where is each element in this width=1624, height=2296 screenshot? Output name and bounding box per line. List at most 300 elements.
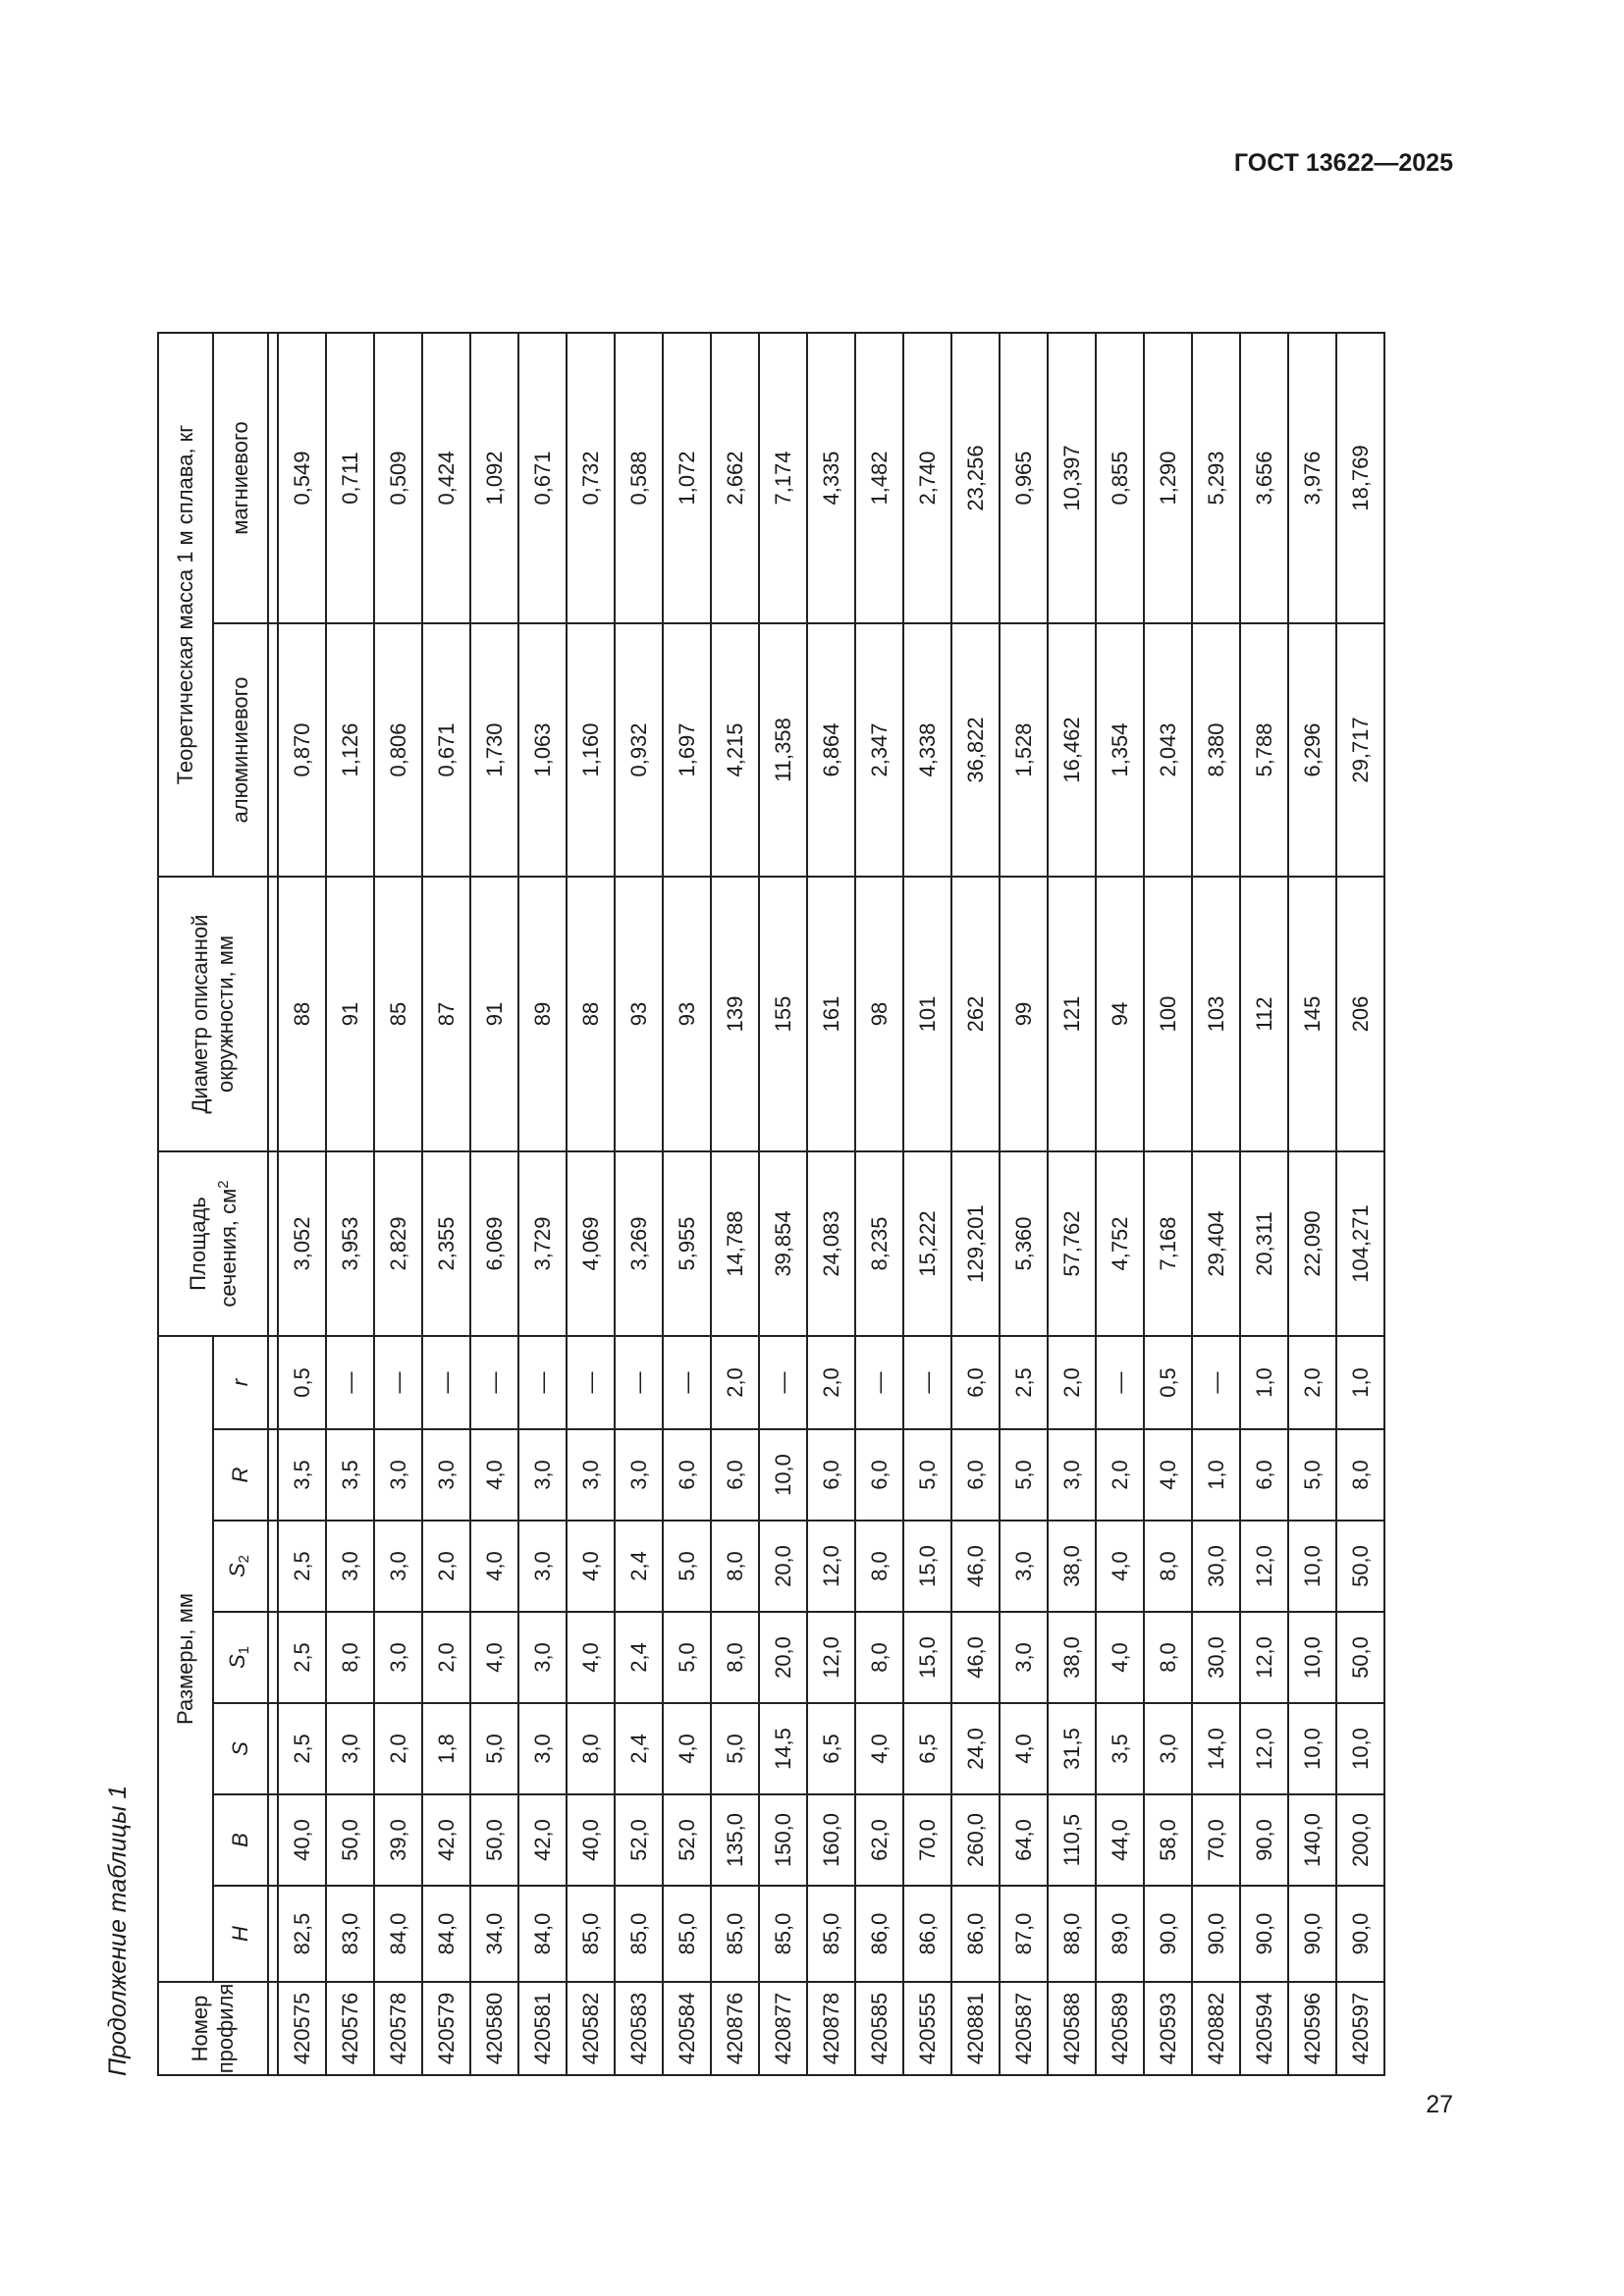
cell-area: 2,355	[422, 1151, 470, 1336]
cell-h: 84,0	[422, 1886, 470, 1982]
cell-mass-aluminum: 11,358	[759, 623, 807, 877]
cell-profile-number: 420877	[759, 1982, 807, 2075]
cell-r-small: 2,0	[711, 1336, 759, 1429]
cell-h: 85,0	[759, 1886, 807, 1982]
cell-area: 4,752	[1096, 1151, 1144, 1336]
cell-b: 52,0	[615, 1794, 663, 1886]
cell-mass-magnesium: 0,588	[615, 333, 663, 623]
cell-mass-magnesium: 1,072	[663, 333, 711, 623]
cell-r-small: 2,0	[1048, 1336, 1096, 1429]
cell-b: 50,0	[326, 1794, 374, 1886]
table-caption: Продолжение таблицы 1	[104, 1785, 132, 2076]
cell-s1: 8,0	[326, 1612, 374, 1703]
cell-r-large: 6,0	[855, 1429, 903, 1521]
cell-diameter: 91	[326, 877, 374, 1151]
cell-profile-number: 420585	[855, 1982, 903, 2075]
cell-diameter: 89	[518, 877, 567, 1151]
cell-area: 22,090	[1288, 1151, 1336, 1336]
cell-r-small: —	[518, 1336, 567, 1429]
cell-h: 90,0	[1240, 1886, 1288, 1982]
cell-diameter: 88	[567, 877, 615, 1151]
cell-r-small: 2,0	[1288, 1336, 1336, 1429]
cell-s2: 3,0	[374, 1521, 422, 1612]
cell-r-small: —	[855, 1336, 903, 1429]
cell-diameter: 262	[951, 877, 1000, 1151]
table-row	[326, 333, 374, 2075]
cell-mass-magnesium: 1,482	[855, 333, 903, 623]
cell-mass-magnesium: 2,662	[711, 333, 759, 623]
cell-b: 40,0	[278, 1794, 326, 1886]
cell-mass-magnesium: 0,549	[278, 333, 326, 623]
cell-b: 150,0	[759, 1794, 807, 1886]
cell-r-large: 4,0	[470, 1429, 518, 1521]
cell-mass-aluminum: 29,717	[1336, 623, 1384, 877]
cell-r-small: —	[1096, 1336, 1144, 1429]
cell-b: 42,0	[518, 1794, 567, 1886]
cell-mass-aluminum: 0,932	[615, 623, 663, 877]
cell-h: 90,0	[1144, 1886, 1192, 1982]
cell-h: 85,0	[567, 1886, 615, 1982]
header-s2: $S_2$	[213, 1521, 268, 1612]
cell-h: 87,0	[1000, 1886, 1048, 1982]
cell-r-large: 5,0	[903, 1429, 951, 1521]
cell-s: 31,5	[1048, 1703, 1096, 1794]
cell-r-small: 1,0	[1336, 1336, 1384, 1429]
cell-diameter: 101	[903, 877, 951, 1151]
cell-s2: 46,0	[951, 1521, 1000, 1612]
cell-r-small: —	[903, 1336, 951, 1429]
cell-b: 160,0	[807, 1794, 855, 1886]
cell-h: 83,0	[326, 1886, 374, 1982]
cell-diameter: 103	[1192, 877, 1240, 1151]
cell-s: 24,0	[951, 1703, 1000, 1794]
cell-s: 4,0	[663, 1703, 711, 1794]
cell-diameter: 87	[422, 877, 470, 1151]
cell-profile-number: 420584	[663, 1982, 711, 2075]
table-row	[951, 333, 1000, 2075]
cell-mass-magnesium: 0,855	[1096, 333, 1144, 623]
cell-mass-magnesium: 1,092	[470, 333, 518, 623]
cell-mass-aluminum: 1,697	[663, 623, 711, 877]
cell-diameter: 112	[1240, 877, 1288, 1151]
cell-r-small: —	[615, 1336, 663, 1429]
cell-s2: 10,0	[1288, 1521, 1336, 1612]
cell-profile-number: 420579	[422, 1982, 470, 2075]
cell-s1: 3,0	[518, 1612, 567, 1703]
cell-mass-magnesium: 0,965	[1000, 333, 1048, 623]
cell-mass-aluminum: 2,043	[1144, 623, 1192, 877]
cell-s2: 12,0	[807, 1521, 855, 1612]
cell-s2: 3,0	[518, 1521, 567, 1612]
cell-r-small: —	[1192, 1336, 1240, 1429]
cell-s: 10,0	[1336, 1703, 1384, 1794]
cell-mass-magnesium: 7,174	[759, 333, 807, 623]
cell-mass-magnesium: 4,335	[807, 333, 855, 623]
cell-area: 6,069	[470, 1151, 518, 1336]
cell-s1: 5,0	[663, 1612, 711, 1703]
cell-profile-number: 420576	[326, 1982, 374, 2075]
cell-profile-number: 420594	[1240, 1982, 1288, 2075]
cell-area: 8,235	[855, 1151, 903, 1336]
cell-s1: 10,0	[1288, 1612, 1336, 1703]
cell-b: 42,0	[422, 1794, 470, 1886]
cell-s1: 2,5	[278, 1612, 326, 1703]
header-h: H	[213, 1886, 268, 1982]
cell-mass-magnesium: 3,656	[1240, 333, 1288, 623]
cell-diameter: 139	[711, 877, 759, 1151]
cell-s2: 50,0	[1336, 1521, 1384, 1612]
profiles-table	[157, 332, 1385, 2076]
table-row	[1240, 333, 1288, 2075]
cell-mass-aluminum: 5,788	[1240, 623, 1288, 877]
cell-s1: 12,0	[1240, 1612, 1288, 1703]
cell-area: 2,829	[374, 1151, 422, 1336]
cell-s: 2,5	[278, 1703, 326, 1794]
cell-s2: 8,0	[1144, 1521, 1192, 1612]
cell-s2: 4,0	[567, 1521, 615, 1612]
cell-mass-magnesium: 0,711	[326, 333, 374, 623]
cell-s1: 38,0	[1048, 1612, 1096, 1703]
cell-profile-number: 420588	[1048, 1982, 1096, 2075]
cell-s: 5,0	[470, 1703, 518, 1794]
cell-b: 70,0	[903, 1794, 951, 1886]
table-row	[1192, 333, 1240, 2075]
cell-s: 6,5	[807, 1703, 855, 1794]
cell-s1: 8,0	[1144, 1612, 1192, 1703]
cell-s1: 20,0	[759, 1612, 807, 1703]
table-row	[567, 333, 615, 2075]
cell-h: 84,0	[374, 1886, 422, 1982]
cell-h: 82,5	[278, 1886, 326, 1982]
cell-h: 90,0	[1192, 1886, 1240, 1982]
cell-area: 3,052	[278, 1151, 326, 1336]
cell-area: 14,788	[711, 1151, 759, 1336]
cell-r-small: 0,5	[1144, 1336, 1192, 1429]
cell-h: 85,0	[663, 1886, 711, 1982]
cell-b: 260,0	[951, 1794, 1000, 1886]
cell-diameter: 93	[615, 877, 663, 1151]
cell-s: 8,0	[567, 1703, 615, 1794]
cell-area: 129,201	[951, 1151, 1000, 1336]
cell-mass-aluminum: 1,528	[1000, 623, 1048, 877]
cell-r-small: —	[422, 1336, 470, 1429]
header-aluminum: алюминиевого	[213, 623, 268, 877]
cell-mass-aluminum: 2,347	[855, 623, 903, 877]
table-row	[518, 333, 567, 2075]
cell-profile-number: 420881	[951, 1982, 1000, 2075]
cell-s: 3,0	[326, 1703, 374, 1794]
cell-s1: 15,0	[903, 1612, 951, 1703]
cell-s1: 3,0	[1000, 1612, 1048, 1703]
cell-s2: 4,0	[470, 1521, 518, 1612]
cell-s: 4,0	[855, 1703, 903, 1794]
header-magnesium: магниевого	[213, 333, 268, 623]
cell-s: 12,0	[1240, 1703, 1288, 1794]
table-row	[1048, 333, 1096, 2075]
cell-s1: 2,0	[422, 1612, 470, 1703]
cell-diameter: 88	[278, 877, 326, 1151]
header-s1: $S_1$	[213, 1612, 268, 1703]
cell-s1: 4,0	[1096, 1612, 1144, 1703]
cell-h: 34,0	[470, 1886, 518, 1982]
cell-r-large: 8,0	[1336, 1429, 1384, 1521]
cell-profile-number: 420580	[470, 1982, 518, 2075]
cell-h: 90,0	[1336, 1886, 1384, 1982]
cell-s: 2,0	[374, 1703, 422, 1794]
cell-mass-aluminum: 0,671	[422, 623, 470, 877]
cell-profile-number: 420597	[1336, 1982, 1384, 2075]
cell-area: 104,271	[1336, 1151, 1384, 1336]
header-profile-number: Номер профиля	[158, 1982, 268, 2075]
cell-b: 64,0	[1000, 1794, 1048, 1886]
header-diameter: Диаметр описанной окружности, мм	[158, 877, 268, 1151]
cell-b: 200,0	[1336, 1794, 1384, 1886]
cell-r-large: 3,5	[326, 1429, 374, 1521]
table-row	[855, 333, 903, 2075]
cell-mass-magnesium: 5,293	[1192, 333, 1240, 623]
cell-mass-magnesium: 3,976	[1288, 333, 1336, 623]
cell-area: 39,854	[759, 1151, 807, 1336]
cell-r-small: 2,0	[807, 1336, 855, 1429]
header-b: B	[213, 1794, 268, 1886]
cell-area: 29,404	[1192, 1151, 1240, 1336]
cell-r-large: 10,0	[759, 1429, 807, 1521]
cell-r-large: 6,0	[951, 1429, 1000, 1521]
cell-mass-aluminum: 0,806	[374, 623, 422, 877]
cell-s: 6,5	[903, 1703, 951, 1794]
cell-s: 2,4	[615, 1703, 663, 1794]
cell-diameter: 93	[663, 877, 711, 1151]
cell-profile-number: 420578	[374, 1982, 422, 2075]
cell-area: 3,729	[518, 1151, 567, 1336]
cell-s2: 2,5	[278, 1521, 326, 1612]
cell-b: 44,0	[1096, 1794, 1144, 1886]
cell-r-large: 3,0	[567, 1429, 615, 1521]
cell-diameter: 121	[1048, 877, 1096, 1151]
cell-h: 88,0	[1048, 1886, 1096, 1982]
cell-mass-aluminum: 0,870	[278, 623, 326, 877]
cell-r-large: 6,0	[807, 1429, 855, 1521]
cell-s2: 20,0	[759, 1521, 807, 1612]
cell-mass-aluminum: 1,063	[518, 623, 567, 877]
cell-r-small: 0,5	[278, 1336, 326, 1429]
table-row	[807, 333, 855, 2075]
header-r-small: r	[213, 1336, 268, 1429]
cell-r-large: 3,0	[1048, 1429, 1096, 1521]
table-row	[278, 333, 326, 2075]
cell-s1: 4,0	[567, 1612, 615, 1703]
cell-area: 57,762	[1048, 1151, 1096, 1336]
cell-s2: 2,0	[422, 1521, 470, 1612]
cell-area: 3,953	[326, 1151, 374, 1336]
table-row	[663, 333, 711, 2075]
cell-h: 84,0	[518, 1886, 567, 1982]
cell-r-small: —	[567, 1336, 615, 1429]
cell-area: 15,222	[903, 1151, 951, 1336]
cell-s2: 30,0	[1192, 1521, 1240, 1612]
cell-s2: 2,4	[615, 1521, 663, 1612]
cell-diameter: 85	[374, 877, 422, 1151]
cell-h: 86,0	[903, 1886, 951, 1982]
cell-s2: 5,0	[663, 1521, 711, 1612]
cell-r-large: 1,0	[1192, 1429, 1240, 1521]
header-area: Площадь сечения, $см^2$	[158, 1151, 268, 1336]
cell-s: 1,8	[422, 1703, 470, 1794]
cell-h: 85,0	[807, 1886, 855, 1982]
cell-diameter: 98	[855, 877, 903, 1151]
cell-h: 86,0	[855, 1886, 903, 1982]
table-row	[1096, 333, 1144, 2075]
cell-profile-number: 420589	[1096, 1982, 1144, 2075]
cell-diameter: 155	[759, 877, 807, 1151]
cell-profile-number: 420587	[1000, 1982, 1048, 2075]
cell-r-large: 3,5	[278, 1429, 326, 1521]
cell-s: 14,0	[1192, 1703, 1240, 1794]
cell-b: 70,0	[1192, 1794, 1240, 1886]
cell-area: 5,360	[1000, 1151, 1048, 1336]
rotated-table-block	[98, 231, 1453, 2076]
header-mass: Теоретическая масса 1 м сплава, кг	[158, 333, 213, 877]
cell-mass-magnesium: 18,769	[1336, 333, 1384, 623]
cell-s1: 30,0	[1192, 1612, 1240, 1703]
header-r-large: R	[213, 1429, 268, 1521]
cell-r-large: 6,0	[1240, 1429, 1288, 1521]
cell-r-small: 2,5	[1000, 1336, 1048, 1429]
cell-mass-magnesium: 0,509	[374, 333, 422, 623]
cell-s: 3,5	[1096, 1703, 1144, 1794]
cell-profile-number: 420583	[615, 1982, 663, 2075]
cell-s2: 15,0	[903, 1521, 951, 1612]
cell-diameter: 145	[1288, 877, 1336, 1151]
cell-mass-aluminum: 6,864	[807, 623, 855, 877]
cell-mass-magnesium: 0,671	[518, 333, 567, 623]
cell-b: 52,0	[663, 1794, 711, 1886]
cell-s2: 8,0	[711, 1521, 759, 1612]
cell-s2: 12,0	[1240, 1521, 1288, 1612]
cell-s: 3,0	[518, 1703, 567, 1794]
cell-r-large: 6,0	[711, 1429, 759, 1521]
document-code: ГОСТ 13622—2025	[1233, 149, 1453, 177]
cell-r-small: —	[374, 1336, 422, 1429]
cell-mass-magnesium: 10,397	[1048, 333, 1096, 623]
cell-area: 3,269	[615, 1151, 663, 1336]
cell-r-large: 5,0	[1288, 1429, 1336, 1521]
cell-profile-number: 420593	[1144, 1982, 1192, 2075]
cell-mass-aluminum: 16,462	[1048, 623, 1096, 877]
cell-mass-aluminum: 1,160	[567, 623, 615, 877]
cell-r-large: 6,0	[663, 1429, 711, 1521]
cell-r-large: 5,0	[1000, 1429, 1048, 1521]
cell-r-large: 2,0	[1096, 1429, 1144, 1521]
cell-s: 3,0	[1144, 1703, 1192, 1794]
table-row	[711, 333, 759, 2075]
cell-s: 4,0	[1000, 1703, 1048, 1794]
cell-diameter: 100	[1144, 877, 1192, 1151]
cell-r-large: 3,0	[422, 1429, 470, 1521]
cell-s1: 8,0	[711, 1612, 759, 1703]
cell-b: 39,0	[374, 1794, 422, 1886]
cell-profile-number: 420575	[278, 1982, 326, 2075]
cell-r-small: —	[326, 1336, 374, 1429]
cell-mass-magnesium: 0,424	[422, 333, 470, 623]
cell-area: 24,083	[807, 1151, 855, 1336]
table-row	[470, 333, 518, 2075]
cell-profile-number: 420581	[518, 1982, 567, 2075]
cell-s: 10,0	[1288, 1703, 1336, 1794]
cell-h: 90,0	[1288, 1886, 1336, 1982]
table-row	[759, 333, 807, 2075]
cell-h: 86,0	[951, 1886, 1000, 1982]
cell-s1: 46,0	[951, 1612, 1000, 1703]
cell-r-large: 3,0	[615, 1429, 663, 1521]
cell-s: 5,0	[711, 1703, 759, 1794]
cell-h: 89,0	[1096, 1886, 1144, 1982]
table-row	[615, 333, 663, 2075]
cell-area: 4,069	[567, 1151, 615, 1336]
cell-s: 14,5	[759, 1703, 807, 1794]
cell-diameter: 161	[807, 877, 855, 1151]
header-s: S	[213, 1703, 268, 1794]
cell-s1: 8,0	[855, 1612, 903, 1703]
table-row	[1144, 333, 1192, 2075]
cell-b: 58,0	[1144, 1794, 1192, 1886]
cell-diameter: 99	[1000, 877, 1048, 1151]
cell-mass-aluminum: 4,338	[903, 623, 951, 877]
cell-area: 20,311	[1240, 1151, 1288, 1336]
page-number: 27	[1426, 2091, 1453, 2118]
cell-profile-number: 420882	[1192, 1982, 1240, 2075]
cell-mass-aluminum: 1,730	[470, 623, 518, 877]
cell-s1: 50,0	[1336, 1612, 1384, 1703]
cell-b: 110,5	[1048, 1794, 1096, 1886]
table-row	[1000, 333, 1048, 2075]
cell-profile-number: 420555	[903, 1982, 951, 2075]
cell-s2: 3,0	[326, 1521, 374, 1612]
cell-area: 7,168	[1144, 1151, 1192, 1336]
table-row	[1288, 333, 1336, 2075]
cell-b: 90,0	[1240, 1794, 1288, 1886]
cell-profile-number: 420582	[567, 1982, 615, 2075]
cell-s1: 4,0	[470, 1612, 518, 1703]
table-row	[903, 333, 951, 2075]
cell-diameter: 206	[1336, 877, 1384, 1151]
cell-r-small: —	[470, 1336, 518, 1429]
header-dimensions: Размеры, мм	[158, 1336, 213, 1982]
cell-r-small: —	[663, 1336, 711, 1429]
table-row	[422, 333, 470, 2075]
cell-mass-aluminum: 1,354	[1096, 623, 1144, 877]
table-body	[268, 333, 1384, 2075]
cell-h: 85,0	[711, 1886, 759, 1982]
cell-r-large: 4,0	[1144, 1429, 1192, 1521]
table-row	[1336, 333, 1384, 2075]
cell-r-small: 6,0	[951, 1336, 1000, 1429]
cell-mass-magnesium: 0,732	[567, 333, 615, 623]
cell-s2: 3,0	[1000, 1521, 1048, 1612]
cell-mass-aluminum: 6,296	[1288, 623, 1336, 877]
cell-mass-magnesium: 1,290	[1144, 333, 1192, 623]
cell-b: 40,0	[567, 1794, 615, 1886]
cell-mass-aluminum: 4,215	[711, 623, 759, 877]
cell-s1: 12,0	[807, 1612, 855, 1703]
cell-b: 62,0	[855, 1794, 903, 1886]
cell-h: 85,0	[615, 1886, 663, 1982]
cell-profile-number: 420878	[807, 1982, 855, 2075]
cell-b: 50,0	[470, 1794, 518, 1886]
cell-s1: 2,4	[615, 1612, 663, 1703]
cell-s2: 38,0	[1048, 1521, 1096, 1612]
cell-mass-aluminum: 1,126	[326, 623, 374, 877]
